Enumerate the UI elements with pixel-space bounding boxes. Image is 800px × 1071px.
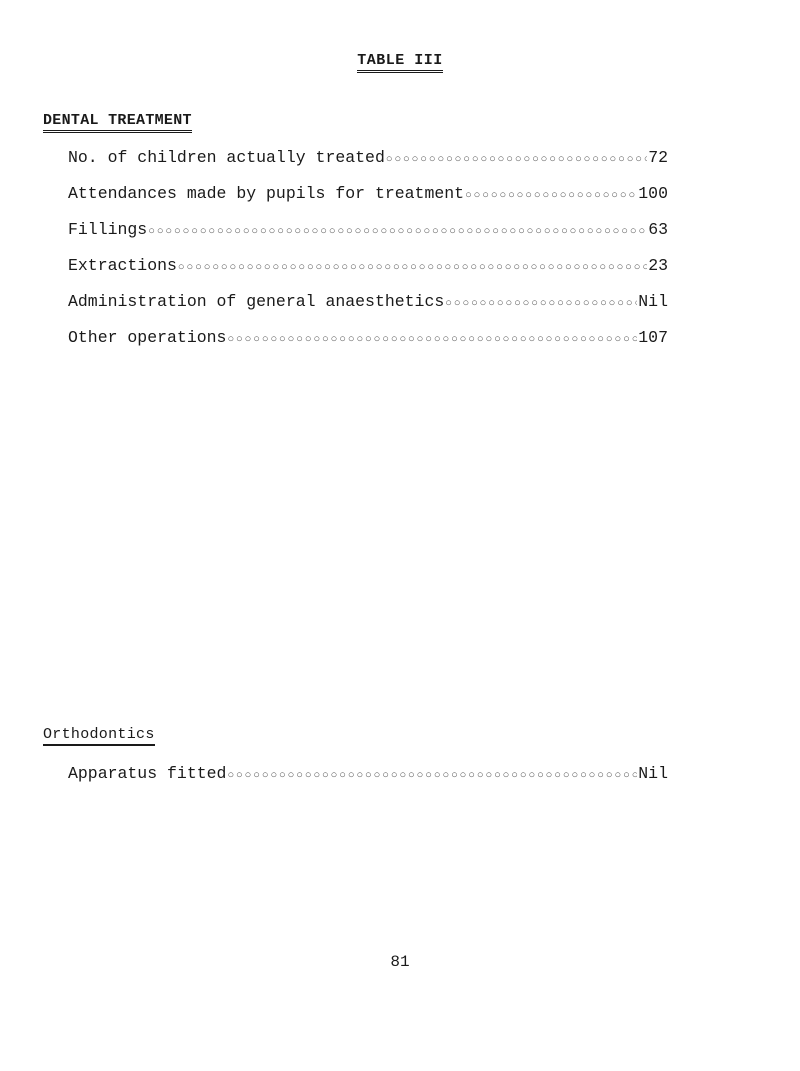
dot-leader: [227, 771, 637, 782]
table-title: [0, 52, 800, 69]
row-value: 107: [638, 328, 668, 347]
section-heading-orthodontics: [43, 726, 155, 743]
page-number: 81: [390, 953, 410, 971]
row-value: 72: [648, 148, 668, 167]
dot-leader: [445, 299, 637, 310]
table-row-apparatus-fitted: [68, 764, 668, 783]
dot-leader: [148, 227, 647, 238]
dot-leader: [465, 191, 637, 202]
dot-leader: [386, 155, 647, 166]
orthodontics-heading: Orthodontics: [43, 726, 155, 746]
row-value: 100: [638, 184, 668, 203]
dot-leader: [178, 263, 647, 274]
table-row-children-treated: [68, 148, 668, 167]
table-row-other-operations: [68, 328, 668, 347]
row-label: Extractions: [68, 256, 177, 275]
row-value: Nil: [638, 292, 668, 311]
table-title-text: TABLE III: [357, 52, 443, 73]
table-row-attendances: [68, 184, 668, 203]
row-label: Fillings: [68, 220, 148, 239]
row-label: Other operations: [68, 328, 227, 347]
table-row-anaesthetics: [68, 292, 668, 311]
row-label: Attendances made by pupils for treatment: [68, 184, 465, 203]
table-row-fillings: [68, 220, 668, 239]
row-label: Administration of general anaesthetics: [68, 292, 445, 311]
row-value: Nil: [638, 764, 668, 783]
section-heading-dental-treatment: [43, 112, 192, 129]
row-label: Apparatus fitted: [68, 764, 227, 783]
dental-treatment-heading: DENTAL TREATMENT: [43, 112, 192, 133]
row-value: 23: [648, 256, 668, 275]
table-row-extractions: [68, 256, 668, 275]
row-value: 63: [648, 220, 668, 239]
row-label: No. of children actually treated: [68, 148, 385, 167]
dot-leader: [227, 335, 637, 346]
